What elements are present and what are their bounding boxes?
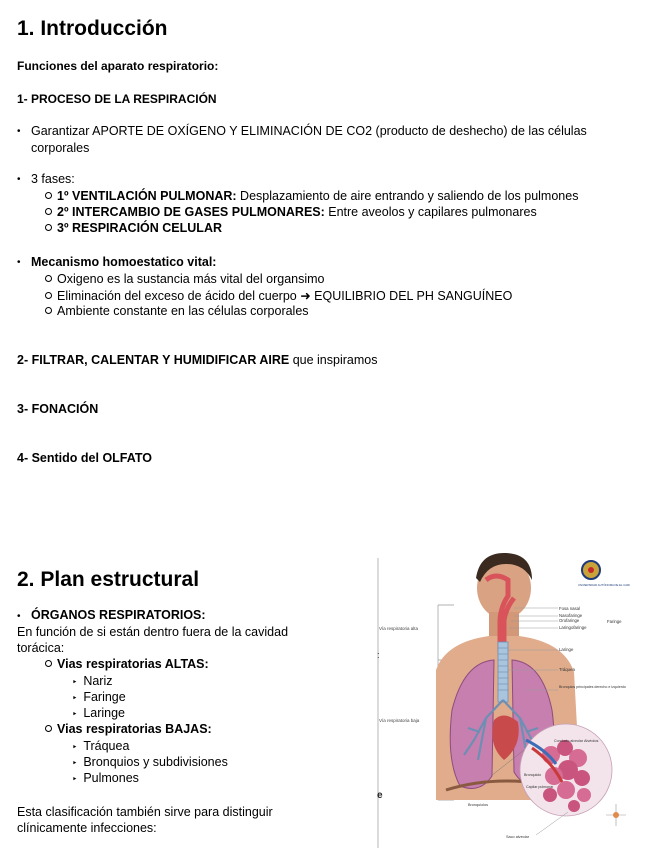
lower-airway-item: ‣ Tráquea xyxy=(72,739,130,753)
bullet-marker: • xyxy=(17,126,21,137)
lower-airway-item: ‣ Pulmones xyxy=(72,771,139,785)
label-lower-airway: Vía respiratoria baja xyxy=(379,718,420,723)
stray-mark-e: e xyxy=(377,790,383,801)
label-saco-alveolar: Saco alveolar xyxy=(506,835,530,839)
item4-line: 4- Sentido del OLFATO xyxy=(17,451,152,465)
respiratory-system-illustration xyxy=(376,550,630,848)
functions-heading: Funciones del aparato respiratorio: xyxy=(17,59,219,73)
organs-intro-line2: torácica: xyxy=(17,641,65,655)
triangle-bullet-icon: ‣ xyxy=(72,709,78,719)
compass-center xyxy=(613,812,619,818)
organs-intro-line1: En función de si están dentro fuera de la cavidad xyxy=(17,625,289,639)
bullet2-text: 3 fases: xyxy=(31,172,75,186)
closing-line1: Esta clasificación también sirve para distinguir xyxy=(17,805,273,819)
organs-heading: ÓRGANOS RESPIRATORIOS: xyxy=(31,608,206,622)
label-bronquiolo: Bronquiolo xyxy=(524,773,542,777)
triangle-bullet-icon: ‣ xyxy=(72,677,78,687)
leader-saco-alveolar xyxy=(536,812,568,835)
label-conducto-alveolar: Conducto alveolar xyxy=(554,739,583,743)
label-bronquiolos: Bronquiolos xyxy=(468,803,489,807)
phase-3: 3º RESPIRACIÓN CELULAR xyxy=(45,221,222,235)
homeostasis-item: Oxigeno es la sustancia más vital del organsimo xyxy=(45,272,325,286)
triangle-bullet-icon: ‣ xyxy=(72,774,78,784)
label-orofaringe: Orofaringe xyxy=(559,618,580,623)
upper-airways-heading: Vias respiratorias ALTAS: xyxy=(45,657,209,671)
upper-airway-item: ‣ Nariz xyxy=(72,674,113,688)
upper-airway-item: ‣ Faringe xyxy=(72,690,126,704)
item2-line: 2- FILTRAR, CALENTAR Y HUMIDIFICAR AIRE que inspiramos xyxy=(17,353,378,367)
university-logo-text: UNIVERSIDAD AUTÓNOMA DE EL CARIBE xyxy=(578,583,630,587)
phase-2: 2º INTERCAMBIO DE GASES PULMONARES: Entre aveolos y capilares pulmonares xyxy=(45,205,537,219)
label-upper-airway: Vía respiratoria alta xyxy=(379,626,419,631)
circle-bullet-icon xyxy=(45,725,52,732)
label-nasofaringe: Nasofaringe xyxy=(559,613,583,618)
section-title-plan-estructural: 2. Plan estructural xyxy=(17,568,200,591)
triangle-bullet-icon: ‣ xyxy=(72,742,78,752)
label-capilar-pulmonar: Capilar pulmonar xyxy=(526,785,554,789)
item3-heading: 3- FONACIÓN xyxy=(17,402,99,416)
circle-bullet-icon xyxy=(45,307,52,314)
upper-airway-item: ‣ Laringe xyxy=(72,706,126,720)
closing-line2: clínicamente infecciones: xyxy=(17,821,157,835)
bullet-marker: • xyxy=(17,257,21,268)
bullet1-line2: corporales xyxy=(31,141,90,155)
label-traquea: Tráquea xyxy=(559,667,575,672)
label-laringofaringe: Laringofaringe xyxy=(559,625,587,630)
circle-bullet-icon xyxy=(45,275,52,282)
triangle-bullet-icon: ‣ xyxy=(72,758,78,768)
university-logo-center xyxy=(588,567,594,573)
homeostasis-item: Eliminación del exceso de ácido del cuerpo ➜ EQUILIBRIO DEL PH SANGUÍNEO xyxy=(45,288,512,303)
circle-bullet-icon xyxy=(45,208,52,215)
homeostasis-item: Ambiente constante en las células corporales xyxy=(45,304,309,318)
label-fosa-nasal: Fosa nasal xyxy=(559,606,581,611)
bullet-marker: • xyxy=(17,174,21,185)
item1-heading: 1- PROCESO DE LA RESPIRACIÓN xyxy=(17,92,217,106)
label-bronquios: Bronquios principales derecho e izquierdo xyxy=(559,685,626,689)
phase-1: 1º VENTILACIÓN PULMONAR: Desplazamiento de aire entrando y saliendo de los pulmones xyxy=(45,189,578,203)
bullet3-heading: Mecanismo homoestatico vital: xyxy=(31,255,217,269)
lower-airways-heading: Vias respiratorias BAJAS: xyxy=(45,722,212,736)
bullet-marker: • xyxy=(17,611,21,622)
label-alveolos: Alvéolos xyxy=(584,739,599,743)
lower-airway-item: ‣ Bronquios y subdivisiones xyxy=(72,755,228,769)
bullet1-line1: Garantizar APORTE DE OXÍGENO Y ELIMINACIÓN DE CO2 (producto de deshecho) de las células xyxy=(31,124,587,138)
label-faringe: Faringe xyxy=(607,619,622,624)
section-title-introduccion: 1. Introducción xyxy=(17,17,168,40)
circle-bullet-icon xyxy=(45,292,52,299)
triangle-bullet-icon: ‣ xyxy=(72,693,78,703)
circle-bullet-icon xyxy=(45,192,52,199)
circle-bullet-icon xyxy=(45,660,52,667)
stray-colon: : xyxy=(377,650,380,660)
label-laringe: Laringe xyxy=(559,647,574,652)
circle-bullet-icon xyxy=(45,224,52,231)
